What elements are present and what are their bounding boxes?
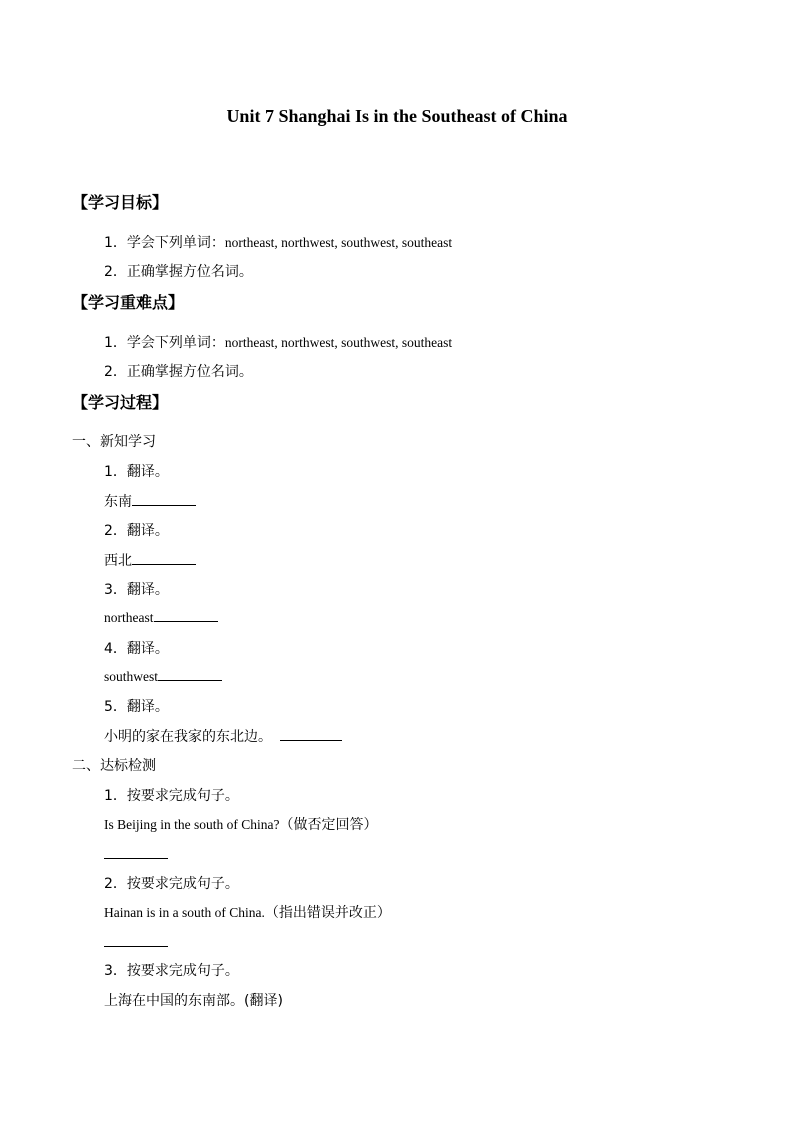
part1-item-2-text: 翻译。: [126, 523, 169, 539]
answer-blank[interactable]: [132, 552, 196, 565]
goal-item-2-text: 正确掌握方位名词。: [126, 264, 253, 280]
part2-item-1-text: 按要求完成句子。: [126, 788, 239, 804]
part1-item-5-instruction: [104, 696, 169, 716]
answer-blank[interactable]: [154, 609, 218, 622]
part1-item-3-text: 翻译。: [126, 582, 169, 598]
part2-heading: 二、达标检测: [72, 758, 156, 774]
section-heading-goals: 【学习目标】: [72, 193, 169, 212]
part2-item-3-text: 按要求完成句子。: [126, 963, 239, 979]
section-heading-key-points: 【学习重难点】: [72, 293, 185, 312]
part2-item-2-prompt: Hainan is in a south of China.: [104, 905, 265, 920]
answer-blank[interactable]: [280, 728, 342, 741]
part2-item-3-prompt: 上海在中国的东南部。(翻译): [104, 993, 283, 1009]
part1-item-1-prompt: 东南: [104, 494, 132, 510]
part2-item-1-prompt: Is Beijing in the south of China?: [104, 817, 280, 832]
part1-item-2-prompt: 西北: [104, 553, 132, 569]
part1-item-5-question: [104, 726, 342, 746]
answer-blank[interactable]: [104, 846, 168, 859]
goal-item-2: [104, 261, 253, 281]
answer-blank[interactable]: [132, 493, 196, 506]
part1-item-5-prompt: 小明的家在我家的东北边。: [104, 729, 272, 745]
part1-item-1-question: [104, 491, 196, 511]
part1-item-1-number: 1．: [104, 464, 127, 480]
goal-item-1: [104, 232, 452, 252]
key-point-item-1-text: 学会下列单词：: [126, 335, 225, 351]
part2-item-3-question: [104, 990, 283, 1010]
part1-item-3-instruction: [104, 579, 169, 599]
answer-blank[interactable]: [158, 668, 222, 681]
part1-item-1-instruction: [104, 461, 169, 481]
part2-item-2-question: [104, 902, 391, 922]
part2-item-1-note: （做否定回答）: [279, 817, 378, 833]
part1-item-3-question: [104, 609, 218, 626]
part1-item-4-question: [104, 668, 222, 685]
document-title: Unit 7 Shanghai Is in the Southeast of China: [226, 106, 568, 126]
part2-item-1-question: [104, 814, 377, 834]
part2-item-1-instruction: [104, 785, 239, 805]
key-point-item-2-text: 正确掌握方位名词。: [126, 364, 253, 380]
part1-item-2-question: [104, 550, 196, 570]
goal-item-1-words: northeast, northwest, southwest, southeast: [224, 235, 453, 250]
part2-item-2-number: 2．: [104, 876, 127, 892]
key-point-item-1-words: northeast, northwest, southwest, southeast: [224, 335, 453, 350]
part2-item-1-answer-line: [104, 846, 168, 863]
part1-heading: 一、新知学习: [72, 434, 156, 450]
part2-item-2-text: 按要求完成句子。: [126, 876, 239, 892]
part1-item-4-number: 4．: [104, 641, 127, 657]
key-point-item-2-number: 2．: [104, 364, 127, 380]
goal-item-1-number: 1．: [104, 235, 127, 251]
part1-item-3-number: 3．: [104, 582, 127, 598]
part1-item-5-text: 翻译。: [126, 699, 169, 715]
part1-item-5-number: 5．: [104, 699, 127, 715]
part2-item-2-answer-line: [104, 934, 168, 951]
key-point-item-1-number: 1．: [104, 335, 127, 351]
part1-item-4-instruction: [104, 638, 169, 658]
part1-item-2-number: 2．: [104, 523, 127, 539]
part2-item-2-instruction: [104, 873, 239, 893]
key-point-item-1: [104, 332, 452, 352]
goal-item-2-number: 2．: [104, 264, 127, 280]
part2-item-2-note: （指出错误并改正）: [264, 905, 391, 921]
part1-item-4-text: 翻译。: [126, 641, 169, 657]
part1-item-1-text: 翻译。: [126, 464, 169, 480]
part2-item-1-number: 1．: [104, 788, 127, 804]
part1-item-3-prompt: northeast: [104, 610, 154, 625]
section-heading-process: 【学习过程】: [72, 393, 169, 412]
part2-item-3-number: 3．: [104, 963, 127, 979]
part1-item-2-instruction: [104, 520, 169, 540]
part2-item-3-instruction: [104, 960, 239, 980]
part1-item-4-prompt: southwest: [104, 669, 158, 684]
key-point-item-2: [104, 361, 253, 381]
goal-item-1-text: 学会下列单词：: [126, 235, 225, 251]
answer-blank[interactable]: [104, 934, 168, 947]
